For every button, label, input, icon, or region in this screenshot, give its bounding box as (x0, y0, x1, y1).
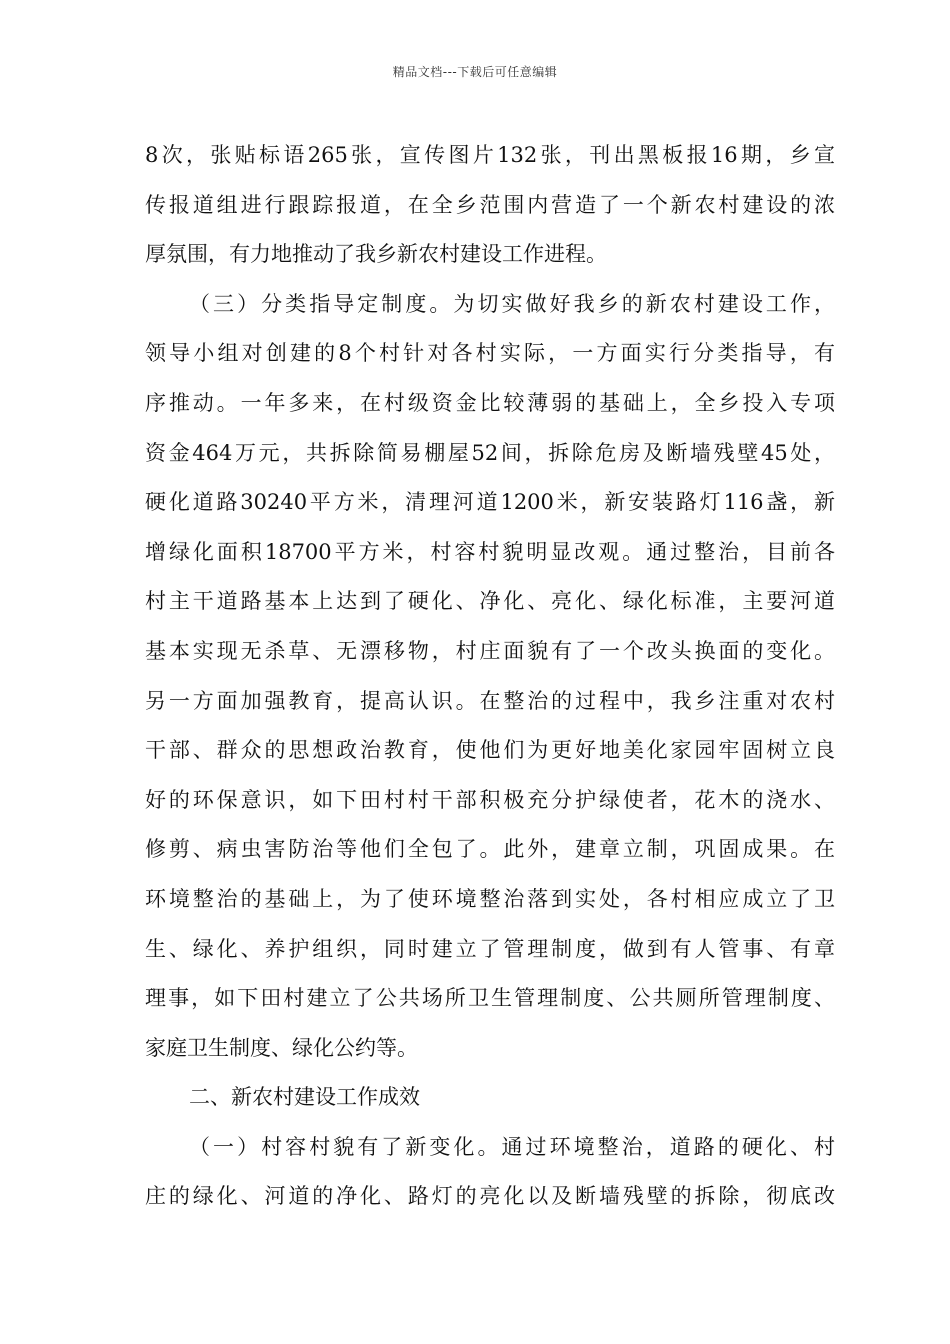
paragraph-line: 厚氛围，有力地推动了我乡新农村建设工作进程。 (145, 242, 607, 267)
paragraph-line: （一）村容村貌有了新变化。通过环境整治，道路的硬化、村 (189, 1134, 835, 1159)
paragraph-line: 理事，如下田村建立了公共场所卫生管理制度、公共厕所管理制度、 (145, 986, 835, 1011)
paragraph-line: 好的环保意识，如下田村村干部积极充分护绿使者，花木的浇水、 (145, 787, 835, 812)
paragraph-line: 序推动。一年多来，在村级资金比较薄弱的基础上，全乡投入专项 (145, 390, 835, 415)
paragraph-line: 传报道组进行跟踪报道，在全乡范围内营造了一个新农村建设的浓 (145, 192, 835, 217)
paragraph-line: 另一方面加强教育，提高认识。在整治的过程中，我乡注重对农村 (145, 688, 835, 713)
paragraph-line: 增绿化面积18700平方米，村容村貌明显改观。通过整治，目前各 (145, 539, 835, 564)
paragraph-line: 领导小组对创建的8个村针对各村实际，一方面实行分类指导，有 (145, 341, 835, 366)
document-body (145, 131, 835, 1222)
paragraph-line: 8次，张贴标语265张，宣传图片132张，刊出黑板报16期，乡宣 (145, 143, 835, 167)
paragraph-line: （三）分类指导定制度。为切实做好我乡的新农村建设工作， (189, 291, 835, 316)
paragraph-line: 庄的绿化、河道的净化、路灯的亮化以及断墙残壁的拆除，彻底改 (145, 1184, 835, 1209)
paragraph-line: 资金464万元，共拆除简易棚屋52间，拆除危房及断墙残壁45处， (145, 440, 835, 465)
paragraph-line: 生、绿化、养护组织，同时建立了管理制度，做到有人管事、有章 (145, 936, 835, 961)
paragraph-line: 村主干道路基本上达到了硬化、净化、亮化、绿化标准，主要河道 (145, 589, 835, 614)
paragraph-line: 基本实现无杀草、无漂移物，村庄面貌有了一个改头换面的变化。 (145, 638, 835, 663)
paragraph-line: 干部、群众的思想政治教育，使他们为更好地美化家园牢固树立良 (145, 738, 835, 763)
section-heading: 二、新农村建设工作成效 (189, 1085, 420, 1110)
page-header: 精品文档---下载后可任意编辑 (392, 65, 558, 79)
paragraph-line: 修剪、病虫害防治等他们全包了。此外，建章立制，巩固成果。在 (145, 837, 835, 862)
paragraph-line: 环境整治的基础上，为了使环境整治落到实处，各村相应成立了卫 (145, 886, 835, 911)
paragraph-line: 家庭卫生制度、绿化公约等。 (145, 1035, 418, 1060)
paragraph-line: 硬化道路30240平方米，清理河道1200米，新安装路灯116盏，新 (145, 490, 835, 515)
